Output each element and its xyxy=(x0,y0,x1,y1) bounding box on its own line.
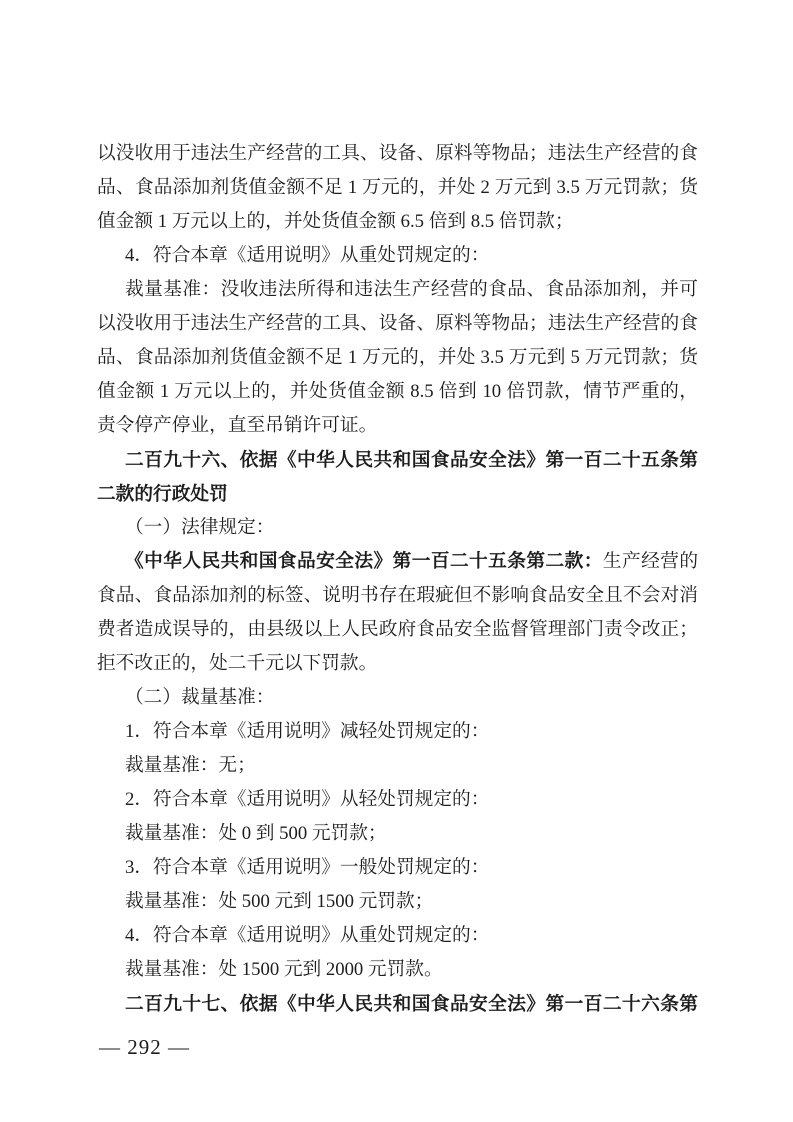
paragraph-item-4-heavier-2: 4．符合本章《适用说明》从重处罚规定的： xyxy=(125,925,490,946)
paragraph-continuation: 以没收用于违法生产经营的工具、设备、原料等物品；违法生产经营的食品、食品添加剂货值金额不足 1 万元的，并处 2 万元到 3.5 万元罚款；货值金额 1 万元以上的，并处货值金额 6.5 倍到 8.5 倍罚款； xyxy=(97,143,698,232)
section-heading-297: 二百九十七、依据《中华人民共和国食品安全法》第一百二十六条第 xyxy=(125,993,698,1014)
section-heading-296: 二百九十六、依据《中华人民共和国食品安全法》第一百二十五条第二款的行政处罚 xyxy=(97,449,698,504)
paragraph-basis-0-500: 裁量基准：处 0 到 500 元罚款； xyxy=(125,823,387,844)
paragraph-discretion-basis: 裁量基准：没收违法所得和违法生产经营的食品、食品添加剂，并可以没收用于违法生产经营的工具、设备、原料等物品；违法生产经营的食品、食品添加剂货值金额不足 1 万元的，并处 3.5 万元到 5 万元罚款；货值金额 1 万元以上的，并处货值金额 8.5 倍到 10 倍罚款，情节严重的，责令停产停业，直至吊销许可证。 xyxy=(97,279,698,436)
paragraph-law-citation xyxy=(97,545,698,681)
paragraph-item-2-lighter: 2．符合本章《适用说明》从轻处罚规定的： xyxy=(125,789,490,810)
paragraph-item-4-heavier: 4．符合本章《适用说明》从重处罚规定的： xyxy=(125,245,490,266)
paragraph-legal-provision-label: （一）法律规定： xyxy=(125,517,275,538)
law-citation-body: 生产经营的食品、食品添加剂的标签、说明书存在瑕疵但不影响食品安全且不会对消费者造成误导的，由县级以上人民政府食品安全监督管理部门责令改正；拒不改正的，处二千元以下罚款。 xyxy=(97,551,699,674)
paragraph-basis-none: 裁量基准：无； xyxy=(125,755,256,776)
page-number: — 292 — xyxy=(99,1035,190,1059)
paragraph-item-3-general: 3．符合本章《适用说明》一般处罚规定的： xyxy=(125,857,490,878)
paragraph-item-1-mitigated: 1．符合本章《适用说明》减轻处罚规定的： xyxy=(125,721,490,742)
paragraph-discretion-label: （二）裁量基准： xyxy=(125,687,275,708)
law-citation-bold: 《中华人民共和国食品安全法》第一百二十五条第二款： xyxy=(125,551,603,572)
paragraph-basis-500-1500: 裁量基准：处 500 元到 1500 元罚款； xyxy=(125,891,434,912)
paragraph-basis-1500-2000: 裁量基准：处 1500 元到 2000 元罚款。 xyxy=(125,959,443,980)
document-body xyxy=(97,137,698,1021)
